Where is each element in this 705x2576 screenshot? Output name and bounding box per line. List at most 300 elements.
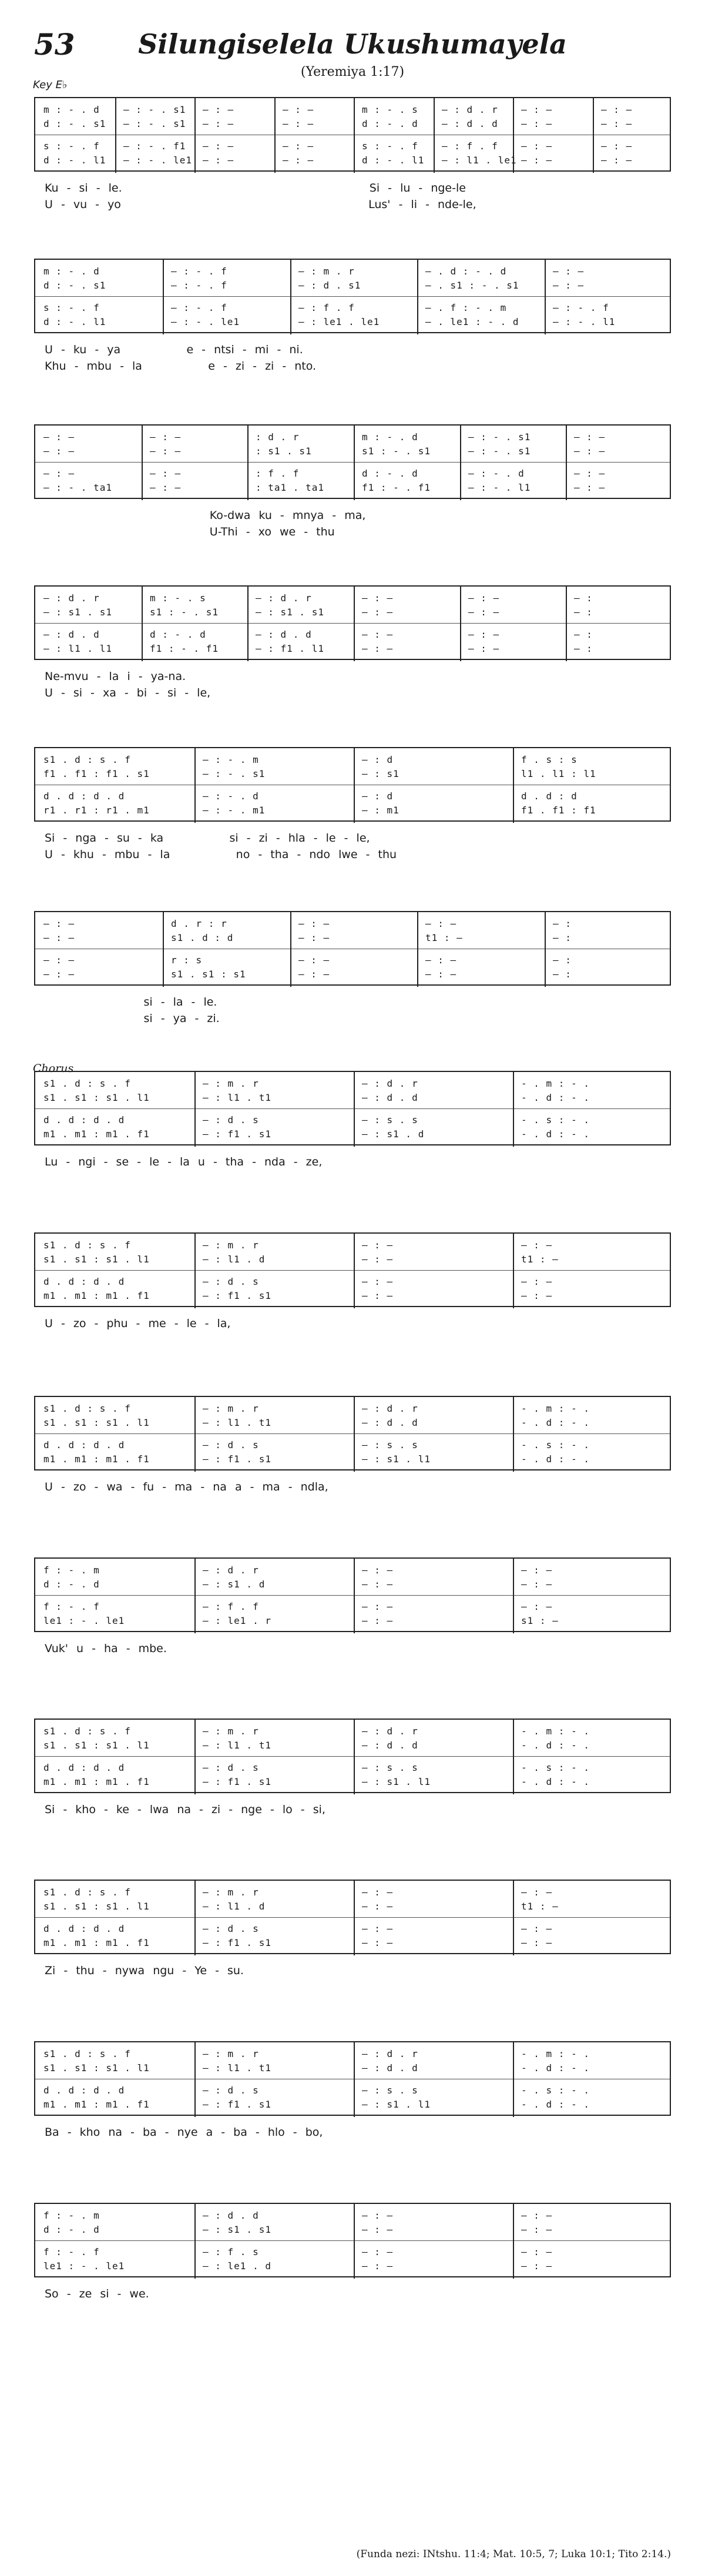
solfa-notes: — : f1 . s1: [203, 1937, 271, 1948]
solfa-notes: d . d : d . d: [43, 790, 125, 802]
solfa-notes: — : d . r: [362, 1078, 418, 1089]
lyrics-line: Lu - ngi - se - le - la u - tha - nda - ze,: [45, 1155, 323, 1168]
voice-row: [35, 429, 670, 444]
staff: [34, 585, 671, 660]
part-divider: [35, 1433, 670, 1434]
solfa-notes: — : f . f: [298, 302, 355, 313]
voice-row: [35, 138, 670, 153]
lyrics-line: U - khu - mbu - la no - tha - ndo lwe - thu: [45, 848, 397, 861]
hymn-number: 53: [34, 27, 75, 62]
solfa-notes: - . m : - .: [521, 1403, 590, 1414]
solfa-notes: — : s . s: [362, 1114, 418, 1125]
hymn-title: Silungiselela Ukushumayela: [138, 28, 567, 60]
solfa-notes: — : —: [468, 607, 500, 618]
solfa-notes: — : d . r: [43, 592, 100, 604]
voice-row: [35, 1401, 670, 1416]
solfa-notes: — : l1 . t1: [203, 2062, 271, 2073]
solfa-notes: — : —: [150, 445, 182, 457]
solfa-notes: d . d : d: [521, 790, 578, 802]
solfa-notes: — : —: [150, 468, 182, 479]
voice-row: [35, 2207, 670, 2223]
solfa-notes: — : f . s: [203, 2246, 259, 2257]
staff: [34, 97, 671, 172]
lyrics-line: Si - nga - su - ka si - zi - hla - le - le,: [45, 832, 370, 845]
solfa-notes: d . d : d . d: [43, 1114, 125, 1125]
solfa-notes: — : —: [362, 1276, 394, 1287]
solfa-notes: d . d : d . d: [43, 1923, 125, 1934]
solfa-notes: m1 . m1 : m1 . f1: [43, 1937, 150, 1948]
solfa-notes: — : —: [43, 431, 75, 443]
solfa-notes: — : d . d: [362, 2062, 418, 2073]
solfa-notes: m1 . m1 : m1 . f1: [43, 1453, 150, 1465]
voice-row: [35, 1576, 670, 1592]
voice-row: [35, 2096, 670, 2112]
solfa-notes: f1 : - . f1: [150, 643, 219, 654]
solfa-notes: — : —: [601, 155, 633, 166]
part-divider: [35, 296, 670, 297]
solfa-notes: f : - . f: [43, 1601, 100, 1612]
solfa-notes: d . r : r: [171, 918, 227, 929]
solfa-notes: — : s1 . l1: [362, 2099, 431, 2110]
solfa-notes: — : —: [521, 155, 553, 166]
solfa-notes: s1 : - . s1: [362, 445, 431, 457]
solfa-notes: — : - . f: [171, 302, 227, 313]
solfa-notes: — : m . r: [203, 1078, 259, 1089]
solfa-notes: — : d . s1: [298, 280, 361, 291]
solfa-notes: — : - . f: [171, 266, 227, 277]
lyrics-line: Ko-dwa ku - mnya - ma,: [45, 509, 366, 522]
voice-row: [35, 590, 670, 605]
solfa-notes: — : —: [521, 1565, 553, 1576]
solfa-notes: s1 . d : s . f: [43, 1726, 131, 1737]
solfa-notes: — : —: [362, 1579, 394, 1590]
solfa-notes: d : - . l1: [362, 155, 425, 166]
solfa-notes: — : d . d: [362, 1092, 418, 1103]
staff: [34, 747, 671, 822]
solfa-notes: — : —: [283, 140, 314, 152]
solfa-notes: — : —: [574, 468, 606, 479]
lyrics-line: Ba - kho na - ba - nye a - ba - hlo - bo,: [45, 2126, 323, 2139]
solfa-notes: d . d : d . d: [43, 1762, 125, 1773]
solfa-notes: — : m . r: [203, 2048, 259, 2059]
solfa-notes: — : - . f1: [123, 140, 186, 152]
solfa-notes: — : —: [521, 1290, 553, 1301]
solfa-notes: m : - . s: [362, 104, 418, 115]
solfa-notes: — : s . s: [362, 1762, 418, 1773]
voice-row: [35, 465, 670, 481]
solfa-notes: — : —: [43, 445, 75, 457]
solfa-notes: — : f1 . s1: [203, 1453, 271, 1465]
solfa-notes: — : —: [150, 431, 182, 443]
voice-row: [35, 1126, 670, 1141]
solfa-notes: le1 : - . le1: [43, 1615, 125, 1626]
solfa-notes: — : - . l1: [553, 316, 616, 327]
solfa-notes: s : - . f: [43, 302, 100, 313]
solfa-notes: — : m . r: [203, 1403, 259, 1414]
staff: [34, 1396, 671, 1470]
solfa-notes: d : - . d: [43, 2224, 100, 2235]
solfa-notes: s1 . s1 : s1 . l1: [43, 1740, 150, 1751]
solfa-notes: — : —: [362, 2260, 394, 2272]
solfa-notes: — : —: [521, 118, 553, 129]
voice-row: [35, 2222, 670, 2237]
solfa-notes: - . d : - .: [521, 2099, 590, 2110]
solfa-notes: — : d . r: [362, 2048, 418, 2059]
solfa-notes: — :: [574, 607, 593, 618]
solfa-notes: — : —: [521, 1276, 553, 1287]
voice-row: [35, 116, 670, 131]
solfa-notes: — : —: [362, 643, 394, 654]
solfa-notes: — : —: [203, 104, 234, 115]
solfa-notes: — : - . d: [203, 790, 259, 802]
solfa-notes: — : l1 . le1: [442, 155, 517, 166]
voice-row: [35, 2060, 670, 2075]
staff: [34, 1232, 671, 1307]
solfa-notes: s1 . s1 : s1 . l1: [43, 1092, 150, 1103]
voice-row: [35, 2082, 670, 2098]
solfa-notes: — :: [553, 918, 572, 929]
solfa-notes: — : f . f: [442, 140, 498, 152]
solfa-notes: — : - . m1: [203, 805, 266, 816]
voice-row: [35, 752, 670, 767]
voice-row: [35, 1076, 670, 1091]
solfa-notes: — : f1 . s1: [203, 1290, 271, 1301]
solfa-notes: s1 . d : s . f: [43, 1240, 131, 1251]
solfa-notes: — : d . d: [362, 1740, 418, 1751]
lyrics-line: U - si - xa - bi - si - le,: [45, 686, 211, 699]
solfa-notes: r1 . r1 : r1 . m1: [43, 805, 150, 816]
solfa-notes: s1 . d : s . f: [43, 2048, 131, 2059]
solfa-notes: d : - . d: [150, 629, 206, 640]
solfa-notes: — : - . f: [171, 280, 227, 291]
solfa-notes: - . s : - .: [521, 1762, 590, 1773]
solfa-notes: s1 . s1 : s1 . l1: [43, 1417, 150, 1428]
voice-row: [35, 930, 670, 945]
solfa-notes: — : —: [362, 629, 394, 640]
solfa-notes: s1 . s1 : s1: [171, 969, 246, 980]
solfa-notes: — : f1 . s1: [203, 1128, 271, 1140]
solfa-notes: s1 . d : s . f: [43, 1403, 131, 1414]
solfa-notes: — :: [574, 643, 593, 654]
solfa-notes: — : - . l1: [468, 482, 531, 493]
staff: [34, 911, 671, 986]
solfa-notes: — : s1 . d: [203, 1579, 266, 1590]
solfa-notes: — : —: [298, 954, 330, 966]
voice-row: [35, 1613, 670, 1628]
voice-row: [35, 952, 670, 967]
staff: [34, 1071, 671, 1145]
solfa-notes: — : —: [203, 118, 234, 129]
solfa-notes: - . d : - .: [521, 1092, 590, 1103]
part-divider: [35, 623, 670, 624]
solfa-notes: — : —: [521, 2210, 553, 2221]
solfa-notes: — : d . s: [203, 1276, 259, 1287]
solfa-notes: — : m . r: [203, 1887, 259, 1898]
solfa-notes: — : d . r: [362, 1403, 418, 1414]
solfa-notes: m1 . m1 : m1 . f1: [43, 1128, 150, 1140]
scripture-reference: (Yeremiya 1:17): [300, 65, 405, 79]
solfa-notes: m : - . d: [43, 104, 100, 115]
solfa-notes: — : —: [521, 1923, 553, 1934]
solfa-notes: s1 . s1 : s1 . l1: [43, 2062, 150, 2073]
lyrics-line: U - vu - yo Lus' - li - nde-le,: [45, 198, 476, 211]
solfa-notes: — : —: [362, 1615, 394, 1626]
solfa-notes: : d . r: [256, 431, 300, 443]
solfa-notes: — : —: [362, 607, 394, 618]
solfa-notes: — : m . r: [203, 1240, 259, 1251]
solfa-notes: — : - . f: [553, 302, 609, 313]
solfa-notes: — : s . s: [362, 1439, 418, 1451]
solfa-notes: — : - . m: [203, 754, 259, 765]
solfa-notes: — : —: [43, 969, 75, 980]
staff: [34, 1880, 671, 1954]
solfa-notes: l1 . l1 : l1: [521, 768, 596, 779]
solfa-notes: — : —: [43, 932, 75, 943]
solfa-notes: — : le1 . le1: [298, 316, 380, 327]
solfa-notes: — : —: [362, 1923, 394, 1934]
voice-row: [35, 1090, 670, 1105]
solfa-notes: — . s1 : - . s1: [425, 280, 519, 291]
solfa-notes: f1 : - . f1: [362, 482, 431, 493]
solfa-notes: s1 . s1 : s1 . l1: [43, 1901, 150, 1912]
lyrics-line: si - la - le.: [45, 996, 217, 1009]
solfa-notes: - . d : - .: [521, 1128, 590, 1140]
lyrics-line: U - ku - ya e - ntsi - mi - ni.: [45, 343, 303, 356]
solfa-notes: — : —: [362, 1254, 394, 1265]
part-divider: [35, 462, 670, 463]
solfa-notes: — : l1 . d: [203, 1901, 266, 1912]
voice-row: [35, 152, 670, 168]
solfa-notes: m : - . d: [43, 266, 100, 277]
solfa-notes: — : —: [601, 118, 633, 129]
solfa-notes: — : —: [521, 2224, 553, 2235]
solfa-notes: — : —: [521, 140, 553, 152]
solfa-notes: — . f : - . m: [425, 302, 507, 313]
solfa-notes: — : —: [425, 918, 457, 929]
solfa-notes: — . d : - . d: [425, 266, 507, 277]
solfa-notes: — : le1 . r: [203, 1615, 271, 1626]
solfa-notes: - . m : - .: [521, 2048, 590, 2059]
solfa-notes: — :: [553, 969, 572, 980]
solfa-notes: — : f1 . l1: [256, 643, 324, 654]
voice-row: [35, 1737, 670, 1753]
solfa-notes: — . le1 : - . d: [425, 316, 519, 327]
solfa-notes: — : —: [601, 140, 633, 152]
voice-row: [35, 604, 670, 619]
voice-row: [35, 802, 670, 818]
solfa-notes: m : - . d: [362, 431, 418, 443]
solfa-notes: — : d . r: [362, 1726, 418, 1737]
solfa-notes: - . s : - .: [521, 1439, 590, 1451]
staff: [34, 259, 671, 333]
voice-row: [35, 1288, 670, 1303]
solfa-notes: - . m : - .: [521, 1726, 590, 1737]
voice-row: [35, 263, 670, 279]
solfa-notes: — : d . d: [256, 629, 312, 640]
solfa-notes: d : - . d: [362, 118, 418, 129]
voice-row: [35, 2244, 670, 2259]
solfa-notes: — : —: [468, 592, 500, 604]
solfa-notes: m1 . m1 : m1 . f1: [43, 2099, 150, 2110]
solfa-notes: — : —: [283, 155, 314, 166]
solfa-notes: s1 . s1 : s1 . l1: [43, 1254, 150, 1265]
lyrics-line: Vuk' u - ha - mbe.: [45, 1642, 167, 1655]
solfa-notes: s1 . d : s . f: [43, 754, 131, 765]
solfa-notes: — : - . s1: [468, 445, 531, 457]
solfa-notes: — : —: [203, 140, 234, 152]
lyrics-line: si - ya - zi.: [45, 1012, 220, 1025]
voice-row: [35, 1437, 670, 1452]
solfa-notes: — : - . le1: [171, 316, 240, 327]
solfa-notes: — :: [553, 932, 572, 943]
solfa-notes: — : - . le1: [123, 155, 192, 166]
solfa-notes: — : l1 . l1: [43, 643, 112, 654]
solfa-notes: - . s : - .: [521, 1114, 590, 1125]
solfa-notes: s : - . f: [43, 140, 100, 152]
solfa-notes: — : —: [362, 1901, 394, 1912]
part-divider: [35, 1595, 670, 1596]
key-signature: Key E♭: [33, 79, 68, 91]
solfa-notes: — : m1: [362, 805, 400, 816]
voice-row: [35, 641, 670, 656]
voice-row: [35, 1760, 670, 1775]
solfa-notes: — : —: [553, 266, 585, 277]
solfa-notes: — : - . d: [468, 468, 525, 479]
voice-row: [35, 966, 670, 982]
solfa-notes: — : —: [362, 2210, 394, 2221]
solfa-notes: — : —: [43, 468, 75, 479]
staff: [34, 424, 671, 499]
solfa-notes: d : - . d: [362, 468, 418, 479]
solfa-notes: — : s . s: [362, 2085, 418, 2096]
voice-row: [35, 1112, 670, 1127]
solfa-notes: : ta1 . ta1: [256, 482, 324, 493]
part-divider: [35, 1917, 670, 1918]
solfa-notes: — : f1 . s1: [203, 2099, 271, 2110]
solfa-notes: t1 : —: [425, 932, 463, 943]
solfa-notes: s1 . d : s . f: [43, 1078, 131, 1089]
voice-row: [35, 788, 670, 803]
solfa-notes: — : s1 . s1: [43, 607, 112, 618]
voice-row: [35, 1237, 670, 1252]
solfa-notes: — : s1 . d: [362, 1128, 425, 1140]
solfa-notes: — : s1 . s1: [256, 607, 324, 618]
voice-row: [35, 1599, 670, 1614]
solfa-notes: — : m . r: [298, 266, 355, 277]
solfa-notes: — : d: [362, 754, 394, 765]
solfa-notes: - . s : - .: [521, 2085, 590, 2096]
solfa-notes: — : s1: [362, 768, 400, 779]
solfa-notes: le1 : - . le1: [43, 2260, 125, 2272]
solfa-notes: — : —: [43, 954, 75, 966]
solfa-notes: f1 . f1 : f1 . s1: [43, 768, 150, 779]
voice-row: [35, 314, 670, 329]
solfa-notes: — : —: [468, 629, 500, 640]
staff: [34, 1719, 671, 1793]
solfa-notes: t1 : —: [521, 1901, 559, 1912]
solfa-notes: — : s1 . l1: [362, 1453, 431, 1465]
solfa-notes: — : —: [362, 592, 394, 604]
part-divider: [35, 1270, 670, 1271]
solfa-notes: — : —: [362, 1937, 394, 1948]
solfa-notes: — : d . r: [442, 104, 498, 115]
solfa-notes: d . d : d . d: [43, 2085, 125, 2096]
staff: [34, 2203, 671, 2277]
solfa-notes: — : —: [362, 2224, 394, 2235]
solfa-notes: d . d : d . d: [43, 1439, 125, 1451]
solfa-notes: — : l1 . t1: [203, 1740, 271, 1751]
solfa-notes: - . d : - .: [521, 1417, 590, 1428]
solfa-notes: : f . f: [256, 468, 300, 479]
solfa-notes: : s1 . s1: [256, 445, 312, 457]
lyrics-line: U-Thi - xo we - thu: [45, 525, 335, 538]
voice-row: [35, 2258, 670, 2273]
solfa-notes: - . d : - .: [521, 2062, 590, 2073]
solfa-notes: — : —: [283, 118, 314, 129]
voice-row: [35, 2046, 670, 2061]
lyrics-line: Ku - si - le. Si - lu - nge-le: [45, 182, 466, 195]
solfa-notes: t1 : —: [521, 1254, 559, 1265]
lyrics-line: So - ze si - we.: [45, 2287, 149, 2300]
solfa-notes: — : l1 . d: [203, 1254, 266, 1265]
voice-row: [35, 1251, 670, 1267]
solfa-notes: — : —: [298, 932, 330, 943]
solfa-notes: — :: [574, 592, 593, 604]
solfa-notes: — : —: [425, 969, 457, 980]
voice-row: [35, 480, 670, 495]
solfa-notes: — : —: [521, 1937, 553, 1948]
solfa-notes: — : d . s: [203, 2085, 259, 2096]
solfa-notes: — : —: [283, 104, 314, 115]
voice-row: [35, 1723, 670, 1738]
voice-row: [35, 1921, 670, 1936]
solfa-notes: r : s: [171, 954, 203, 966]
voice-row: [35, 1562, 670, 1577]
solfa-notes: — : l1 . t1: [203, 1092, 271, 1103]
solfa-notes: — : —: [150, 482, 182, 493]
solfa-notes: — : s1 . l1: [362, 1776, 431, 1787]
solfa-notes: m1 . m1 : m1 . f1: [43, 1776, 150, 1787]
solfa-notes: — : —: [521, 1601, 553, 1612]
solfa-notes: f : - . m: [43, 1565, 100, 1576]
solfa-notes: d . d : d . d: [43, 1276, 125, 1287]
lyrics-line: Si - kho - ke - lwa na - zi - nge - lo - si,: [45, 1803, 325, 1816]
solfa-notes: — : —: [574, 482, 606, 493]
solfa-notes: — : —: [521, 1579, 553, 1590]
solfa-notes: — : - . s1: [123, 104, 186, 115]
solfa-notes: s1 . d : s . f: [43, 1887, 131, 1898]
solfa-notes: — : d: [362, 790, 394, 802]
part-divider: [35, 1756, 670, 1757]
solfa-notes: f . s : s: [521, 754, 578, 765]
solfa-notes: — : —: [362, 1565, 394, 1576]
lyrics-line: Zi - thu - nywa ngu - Ye - su.: [45, 1964, 244, 1977]
solfa-notes: — : —: [521, 2260, 553, 2272]
solfa-notes: — : d . d: [442, 118, 498, 129]
solfa-notes: — : —: [362, 2246, 394, 2257]
voice-row: [35, 1935, 670, 1950]
voice-row: [35, 443, 670, 458]
part-divider: [35, 2240, 670, 2241]
solfa-notes: — : —: [521, 1240, 553, 1251]
voice-row: [35, 627, 670, 642]
solfa-notes: — : d . s: [203, 1114, 259, 1125]
solfa-notes: s1 : —: [521, 1615, 559, 1626]
solfa-notes: f1 . f1 : f1: [521, 805, 596, 816]
solfa-notes: — : - . s1: [468, 431, 531, 443]
solfa-notes: — : —: [521, 1887, 553, 1898]
solfa-notes: — : d . d: [362, 1417, 418, 1428]
